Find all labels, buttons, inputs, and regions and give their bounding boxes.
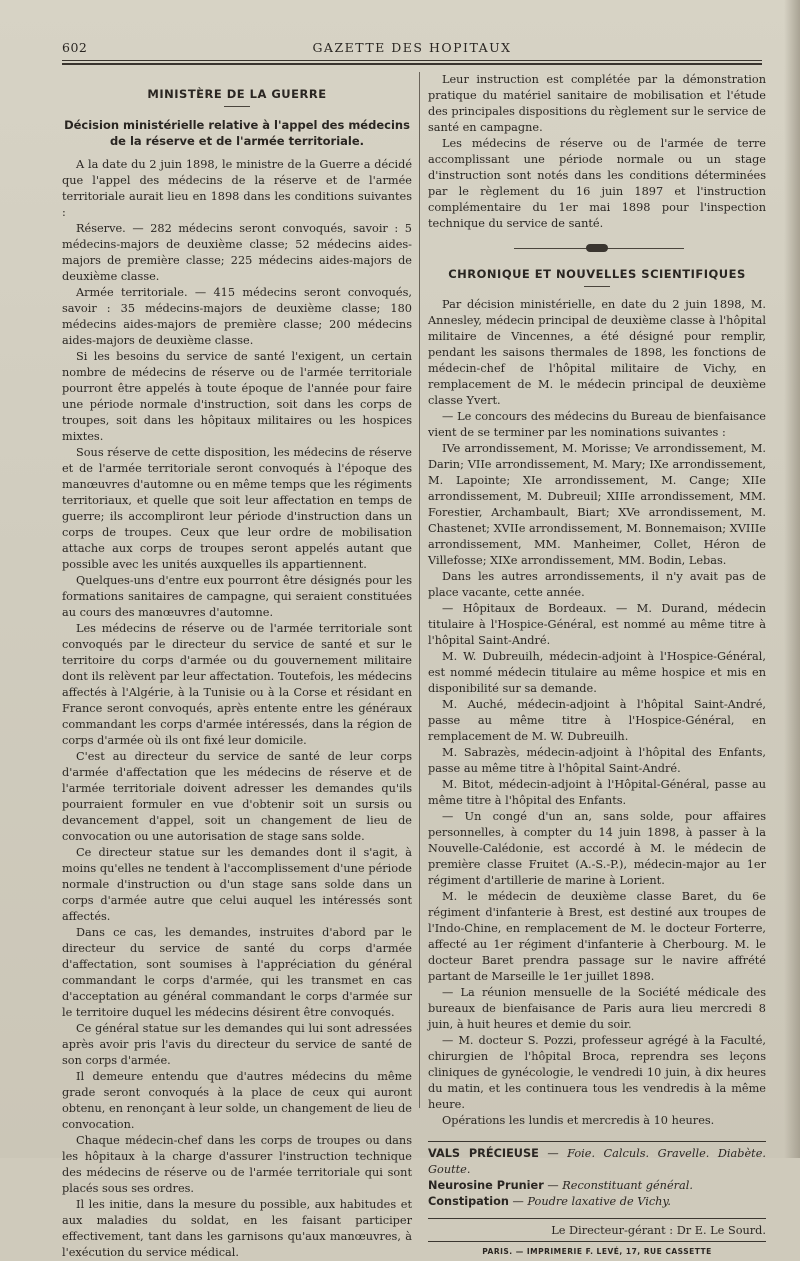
- paragraph: Sous réserve de cette disposition, les médecins de réserve et de l'armée territoriale seront convoqués à l'époque des manœuvres d'automne ou en même temps que les régiments territoriaux, et quelle que soit leur affectation en temps de guerre; ils accompliront leur période d'instruction dans un corps de troupes. Ceux que leur ordre de mobilisation attache aux corps de troupes seront appelés autant que possible avec les unités auxquelles ils appartiennent.: [62, 446, 412, 571]
- page-edge-shadow: [784, 0, 800, 1158]
- paragraph: Réserve. — 282 médecins seront convoqués, savoir : 5 médecins-majors de deuxième classe; 52 médecins aides-majors de première classe; 225 médecins aides-majors de deuxième classe.: [62, 222, 412, 283]
- paragraph: Dans ce cas, les demandes, instruites d'abord par le directeur du service de santé du corps d'armée d'affectation, sont soumises à l'appréciation du général commandant le corps d'armée, qui les transmet en cas d'acceptation au général commandant le corps d'armée sur le territoire duquel les médecins désirent être convoqués.: [62, 926, 412, 1019]
- ornament-divider: [428, 242, 766, 254]
- paragraph: IVe arrondissement, M. Morisse; Ve arrondissement, M. Darin; VIIe arrondissement, M. Mary; IXe arrondissement, M. Lapointe; XIe arrondissement, M. Cange; XIIe arrondissement, M. Dubreuil; XIIIe arrondissement, MM. Forestier, Archambault, Biart; XVe arrondissement, M. Chastenet; XVIIe arrondissement, M. Bonnemaison; XVIIIe arrondissement, MM. Manheimer, Collet, Héron de Villefosse; XIXe arrondissement, MM. Bodin, Lebas.: [428, 442, 766, 567]
- paragraph: Si les besoins du service de santé l'exigent, un certain nombre de médecins de réserve ou de l'armée territoriale pourront être appelés à toute époque de l'année pour faire une période normale d'instruction, soit dans les corps de troupes, soit dans les hôpitaux militaires ou les hospices mixtes.: [62, 350, 412, 443]
- running-head: [62, 40, 762, 58]
- page-number: 602: [62, 40, 88, 55]
- header-rule-thick: [62, 63, 762, 65]
- paragraph: Les médecins de réserve ou de l'armée territoriale sont convoqués par le directeur du service de santé et sur le territoire du corps d'armée ou du gouvernement militaire dont ils relèvent par leur affectation. Toutefois, les médecins affectés à l'Algérie, à la Tunisie ou à la Corse et résidant en France seront convoqués, après entente entre les généraux commandant les corps d'armée intéressés, dans la région de corps d'armée où ils ont fixé leur domicile.: [62, 622, 412, 747]
- signature-rule: [428, 1218, 766, 1219]
- ornament-dot: [586, 244, 608, 252]
- paragraph: M. Auché, médecin-adjoint à l'hôpital Saint-André, passe au même titre à l'Hospice-Général, en remplacement de M. W. Dubreuilh.: [428, 698, 766, 743]
- paragraph: Il demeure entendu que d'autres médecins du même grade seront convoqués à la place de ceux qui auront obtenu, en renonçant à leur solde, un changement de lieu de convocation.: [62, 1070, 412, 1131]
- paragraph: Par décision ministérielle, en date du 2 juin 1898, M. Annesley, médecin principal de deuxième classe à l'hôpital militaire de Vincennes, a été désigné pour remplir, pendant les saisons thermales de 1898, les fonctions de médecin-chef de l'hôpital militaire de Vichy, en remplacement de M. le médecin principal de deuxième classe Yvert.: [428, 298, 766, 407]
- paragraph: — Un congé d'un an, sans solde, pour affaires personnelles, à compter du 14 juin 1898, à passer à la Nouvelle-Calédonie, est accordé à M. le médecin de première classe Fruitet (A.-S.-P.), médecin-major au 1er régiment d'artillerie de marine à Lorient.: [428, 810, 766, 887]
- section-title-chronique: CHRONIQUE ET NOUVELLES SCIENTIFIQUES: [448, 267, 746, 281]
- paragraph: M. W. Dubreuilh, médecin-adjoint à l'Hospice-Général, est nommé médecin titulaire au même hospice et mis en disponibilité sur sa demande.: [428, 650, 766, 695]
- paragraph: Chaque médecin-chef dans les corps de troupes ou dans les hôpitaux à la charge d'assurer l'instruction technique des médecins de réserve ou de l'armée territoriale qui sont placés sous ses ordres.: [62, 1134, 412, 1195]
- journal-title: GAZETTE DES HOPITAUX: [312, 40, 512, 55]
- printer-line: PARIS. — IMPRIMERIE F. LEVÉ, 17, RUE CASSETTE: [428, 1241, 766, 1260]
- section-rule: [224, 106, 250, 107]
- ad-line: [428, 1194, 766, 1210]
- paragraph: — Hôpitaux de Bordeaux. — M. Durand, médecin titulaire à l'Hospice-Général, est nommé au même titre à l'hôpital Saint-André.: [428, 602, 766, 647]
- ad-brand: Constipation: [428, 1195, 509, 1208]
- advertisements: [428, 1146, 766, 1210]
- paragraph: Ce général statue sur les demandes qui lui sont adressées après avoir pris l'avis du directeur du service de santé de son corps d'armée.: [62, 1022, 412, 1067]
- paragraph: Il les initie, dans la mesure du possible, aux habitudes et aux maladies du soldat, en les faisant participer effectivement, tant dans les garnisons qu'aux manœuvres, à l'exécution du service médical.: [62, 1198, 412, 1259]
- ad-line: [428, 1178, 766, 1194]
- paragraph: Quelques-uns d'entre eux pourront être désignés pour les formations sanitaires de campagne, qui seraient constituées au cours des manœuvres d'automne.: [62, 574, 412, 619]
- paragraph: — M. docteur S. Pozzi, professeur agrégé à la Faculté, chirurgien de l'hôpital Broca, reprendra ses leçons cliniques de gynécologie, le vendredi 10 juin, à dix heures du matin, et les continuera tous les vendredis à la même heure.: [428, 1034, 766, 1111]
- column-divider: [419, 72, 420, 1108]
- right-column: [428, 72, 766, 1260]
- paragraph: — La réunion mensuelle de la Société médicale des bureaux de bienfaisance de Paris aura lieu mercredi 8 juin, à huit heures et demie du soir.: [428, 986, 766, 1031]
- article-subtitle: Décision ministérielle relative à l'appel des médecins de la réserve et de l'armée territoriale.: [64, 118, 410, 148]
- paragraph: A la date du 2 juin 1898, le ministre de la Guerre a décidé que l'appel des médecins de la réserve et de l'armée territoriale aurait lieu en 1898 dans les conditions suivantes :: [62, 158, 412, 219]
- left-column: [62, 72, 412, 1261]
- ad-brand: Neurosine Prunier: [428, 1179, 544, 1192]
- paragraph: M. le médecin de deuxième classe Baret, du 6e régiment d'infanterie à Brest, est destiné aux troupes de l'Indo-Chine, en remplacement de M. le docteur Forterre, affecté au 1er régiment d'infanterie à Cherbourg. M. le docteur Baret prendra passage sur le navire affrété partant de Marseille le 1er juillet 1898.: [428, 890, 766, 983]
- paragraph: Leur instruction est complétée par la démonstration pratique du matériel sanitaire de mobilisation et l'étude des principales dispositions du règlement sur le service de santé en campagne.: [428, 73, 766, 134]
- paragraph: M. Sabrazès, médecin-adjoint à l'hôpital des Enfants, passe au même titre à l'hôpital Saint-André.: [428, 746, 766, 775]
- signature: Le Directeur-gérant : Dr E. Le Sourd.: [551, 1224, 766, 1237]
- ad-brand: VALS PRÉCIEUSE: [428, 1147, 539, 1160]
- section-title-ministere: MINISTÈRE DE LA GUERRE: [147, 87, 327, 101]
- ad-text: — Reconstituant général.: [547, 1179, 693, 1192]
- ad-text: — Poudre laxative de Vichy.: [512, 1195, 671, 1208]
- paragraph: Dans les autres arrondissements, il n'y avait pas de place vacante, cette année.: [428, 570, 766, 599]
- section-rule: [584, 286, 610, 287]
- paragraph: Opérations les lundis et mercredis à 10 heures.: [442, 1114, 715, 1127]
- paragraph: Les médecins de réserve ou de l'armée de terre accomplissant une période normale ou un stage d'instruction sont notés dans les conditions déterminées par le règlement du 16 juin 1897 et l'instruction complémentaire du 1er mai 1898 pour l'inspection technique du service de santé.: [428, 137, 766, 230]
- paragraph: — Le concours des médecins du Bureau de bienfaisance vient de se terminer par les nominations suivantes :: [428, 410, 766, 439]
- paragraph: M. Bitot, médecin-adjoint à l'Hôpital-Général, passe au même titre à l'hôpital des Enfants.: [428, 778, 766, 807]
- ad-line: [428, 1146, 766, 1178]
- paragraph: Armée territoriale. — 415 médecins seront convoqués, savoir : 35 médecins-majors de deuxième classe; 180 médecins aides-majors de première classe; 200 médecins aides-majors de deuxième classe.: [62, 286, 412, 347]
- ad-text: — Foie. Calculs. Gravelle. Diabète. Goutte.: [428, 1147, 766, 1176]
- paragraph: Ce directeur statue sur les demandes dont il s'agit, à moins qu'elles ne tendent à l'accomplissement d'une période normale d'instruction ou d'un stage sans solde dans un corps d'armée autre que celui auquel les intéressés sont affectés.: [62, 846, 412, 923]
- paragraph: C'est au directeur du service de santé de leur corps d'armée d'affectation que les médecins de réserve et de l'armée territoriale doivent adresser les demandes qu'ils pourraient formuler en vue d'obtenir soit un sursis ou devancement d'appel, soit un changement de lieu de convocation ou une autorisation de stage sans solde.: [62, 750, 412, 843]
- header-rule: [62, 60, 762, 61]
- ads-rule: [428, 1141, 766, 1142]
